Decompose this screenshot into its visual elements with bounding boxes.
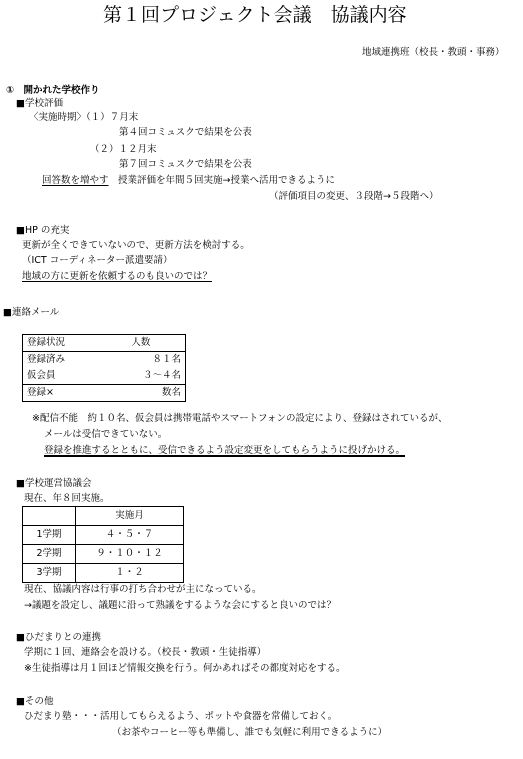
mail-heading: ■連絡メール (3, 307, 60, 318)
table-cell-months: ４・５・７ (76, 526, 184, 545)
hp-line-2: （ICT コーディネーター派遣要請） (22, 255, 173, 266)
mail-note-1: ※配信不能 約１０名、仮会員は携帯電話やスマートフォンの設定により、登録はされているが、 (32, 413, 448, 424)
council-line-1: 現在、協議内容は行事の打ち合わせが主になっている。 (24, 584, 262, 595)
author-line: 地域連携班（校長・教頭・事務） (362, 47, 505, 58)
table-cell-label: 登録状況 (23, 335, 92, 352)
table-row (23, 368, 186, 385)
table-cell-blank (23, 507, 76, 526)
eval-goal-underlined: 回答数を増やす (42, 175, 109, 186)
hidamari-line-1: 学期に１回、連絡会を設ける。（校長・教頭・生徒指導） (24, 647, 267, 658)
table-row (23, 352, 186, 369)
hp-line-1: 更新が全くできていないので、更新方法を検討する。 (22, 240, 250, 251)
page-title: 第１回プロジェクト会議 協議内容 (103, 4, 407, 26)
table-cell-value: ８１名 (91, 352, 185, 369)
council-line-2: →議題を設定し、議題に沿って熟議をするような会にすると良いのでは？ (24, 600, 336, 611)
mail-status-table (22, 334, 186, 402)
table-row (23, 545, 184, 564)
mail-note-2: メールは受信できていない。 (44, 429, 168, 440)
table-cell-value: 人数 (91, 335, 185, 352)
table-cell-label: 仮会員 (23, 368, 92, 385)
council-heading: ■学校運営協議会 (16, 478, 92, 489)
hp-heading: ■HP の充実 (16, 225, 70, 236)
table-cell-value: 数名 (91, 385, 185, 402)
table-header-months: 実施月 (76, 507, 184, 526)
table-cell-label: 登録× (23, 385, 92, 402)
eval-period-1-detail: 第４回コミュスクで結果を公表 (119, 127, 252, 138)
eval-goal-line (42, 176, 335, 186)
table-row (23, 526, 184, 545)
other-line-2: （お茶やコーヒー等も準備し、誰でも気軽に利用できるように） (112, 727, 388, 738)
table-row (23, 507, 184, 526)
council-schedule-table (22, 506, 184, 583)
table-row (23, 335, 186, 352)
other-line-1: ひだまり塾・・・活用してもらえるよう、ポットや食器を常備しておく。 (24, 711, 338, 722)
school-eval-heading: ■学校評価 (16, 98, 63, 109)
eval-goal-rest: 授業評価を年間５回実施→授業へ活用できるように (108, 175, 335, 186)
hidamari-heading: ■ひだまりとの連携 (16, 632, 101, 643)
other-heading: ■その他 (16, 696, 54, 707)
eval-period-2-detail: 第７回コミュスクで結果を公表 (119, 159, 252, 170)
table-cell-value: ３～４名 (91, 368, 185, 385)
eval-period-2: （２）１２月末 (90, 144, 157, 155)
eval-period-1: 〈実施時期〉（１）７月末 (29, 112, 139, 123)
table-row (23, 564, 184, 583)
table-cell-months: ９・１０・１２ (76, 545, 184, 564)
mail-note-3: 登録を推進するとともに、受信できるよう設定変更をしてもらうように投げかける。 (44, 445, 406, 456)
eval-goal-paren: （評価項目の変更、３段階→５段階へ） (269, 191, 439, 202)
section-heading-open-school: ① 開かれた学校作り (6, 85, 100, 96)
table-cell-term: 2学期 (23, 545, 76, 564)
table-cell-term: 1学期 (23, 526, 76, 545)
table-cell-term: 3学期 (23, 564, 76, 583)
table-row (23, 385, 186, 402)
council-current: 現在、年８回実施。 (24, 493, 110, 504)
table-cell-label: 登録済み (23, 352, 92, 369)
hp-line-3: 地域の方に更新を依頼するのも良いのでは？ (22, 271, 213, 282)
table-cell-months: １・２ (76, 564, 184, 583)
hidamari-line-2: ※生徒指導は月１回ほど情報交換を行う。何かあればその都度対応をする。 (24, 663, 346, 674)
